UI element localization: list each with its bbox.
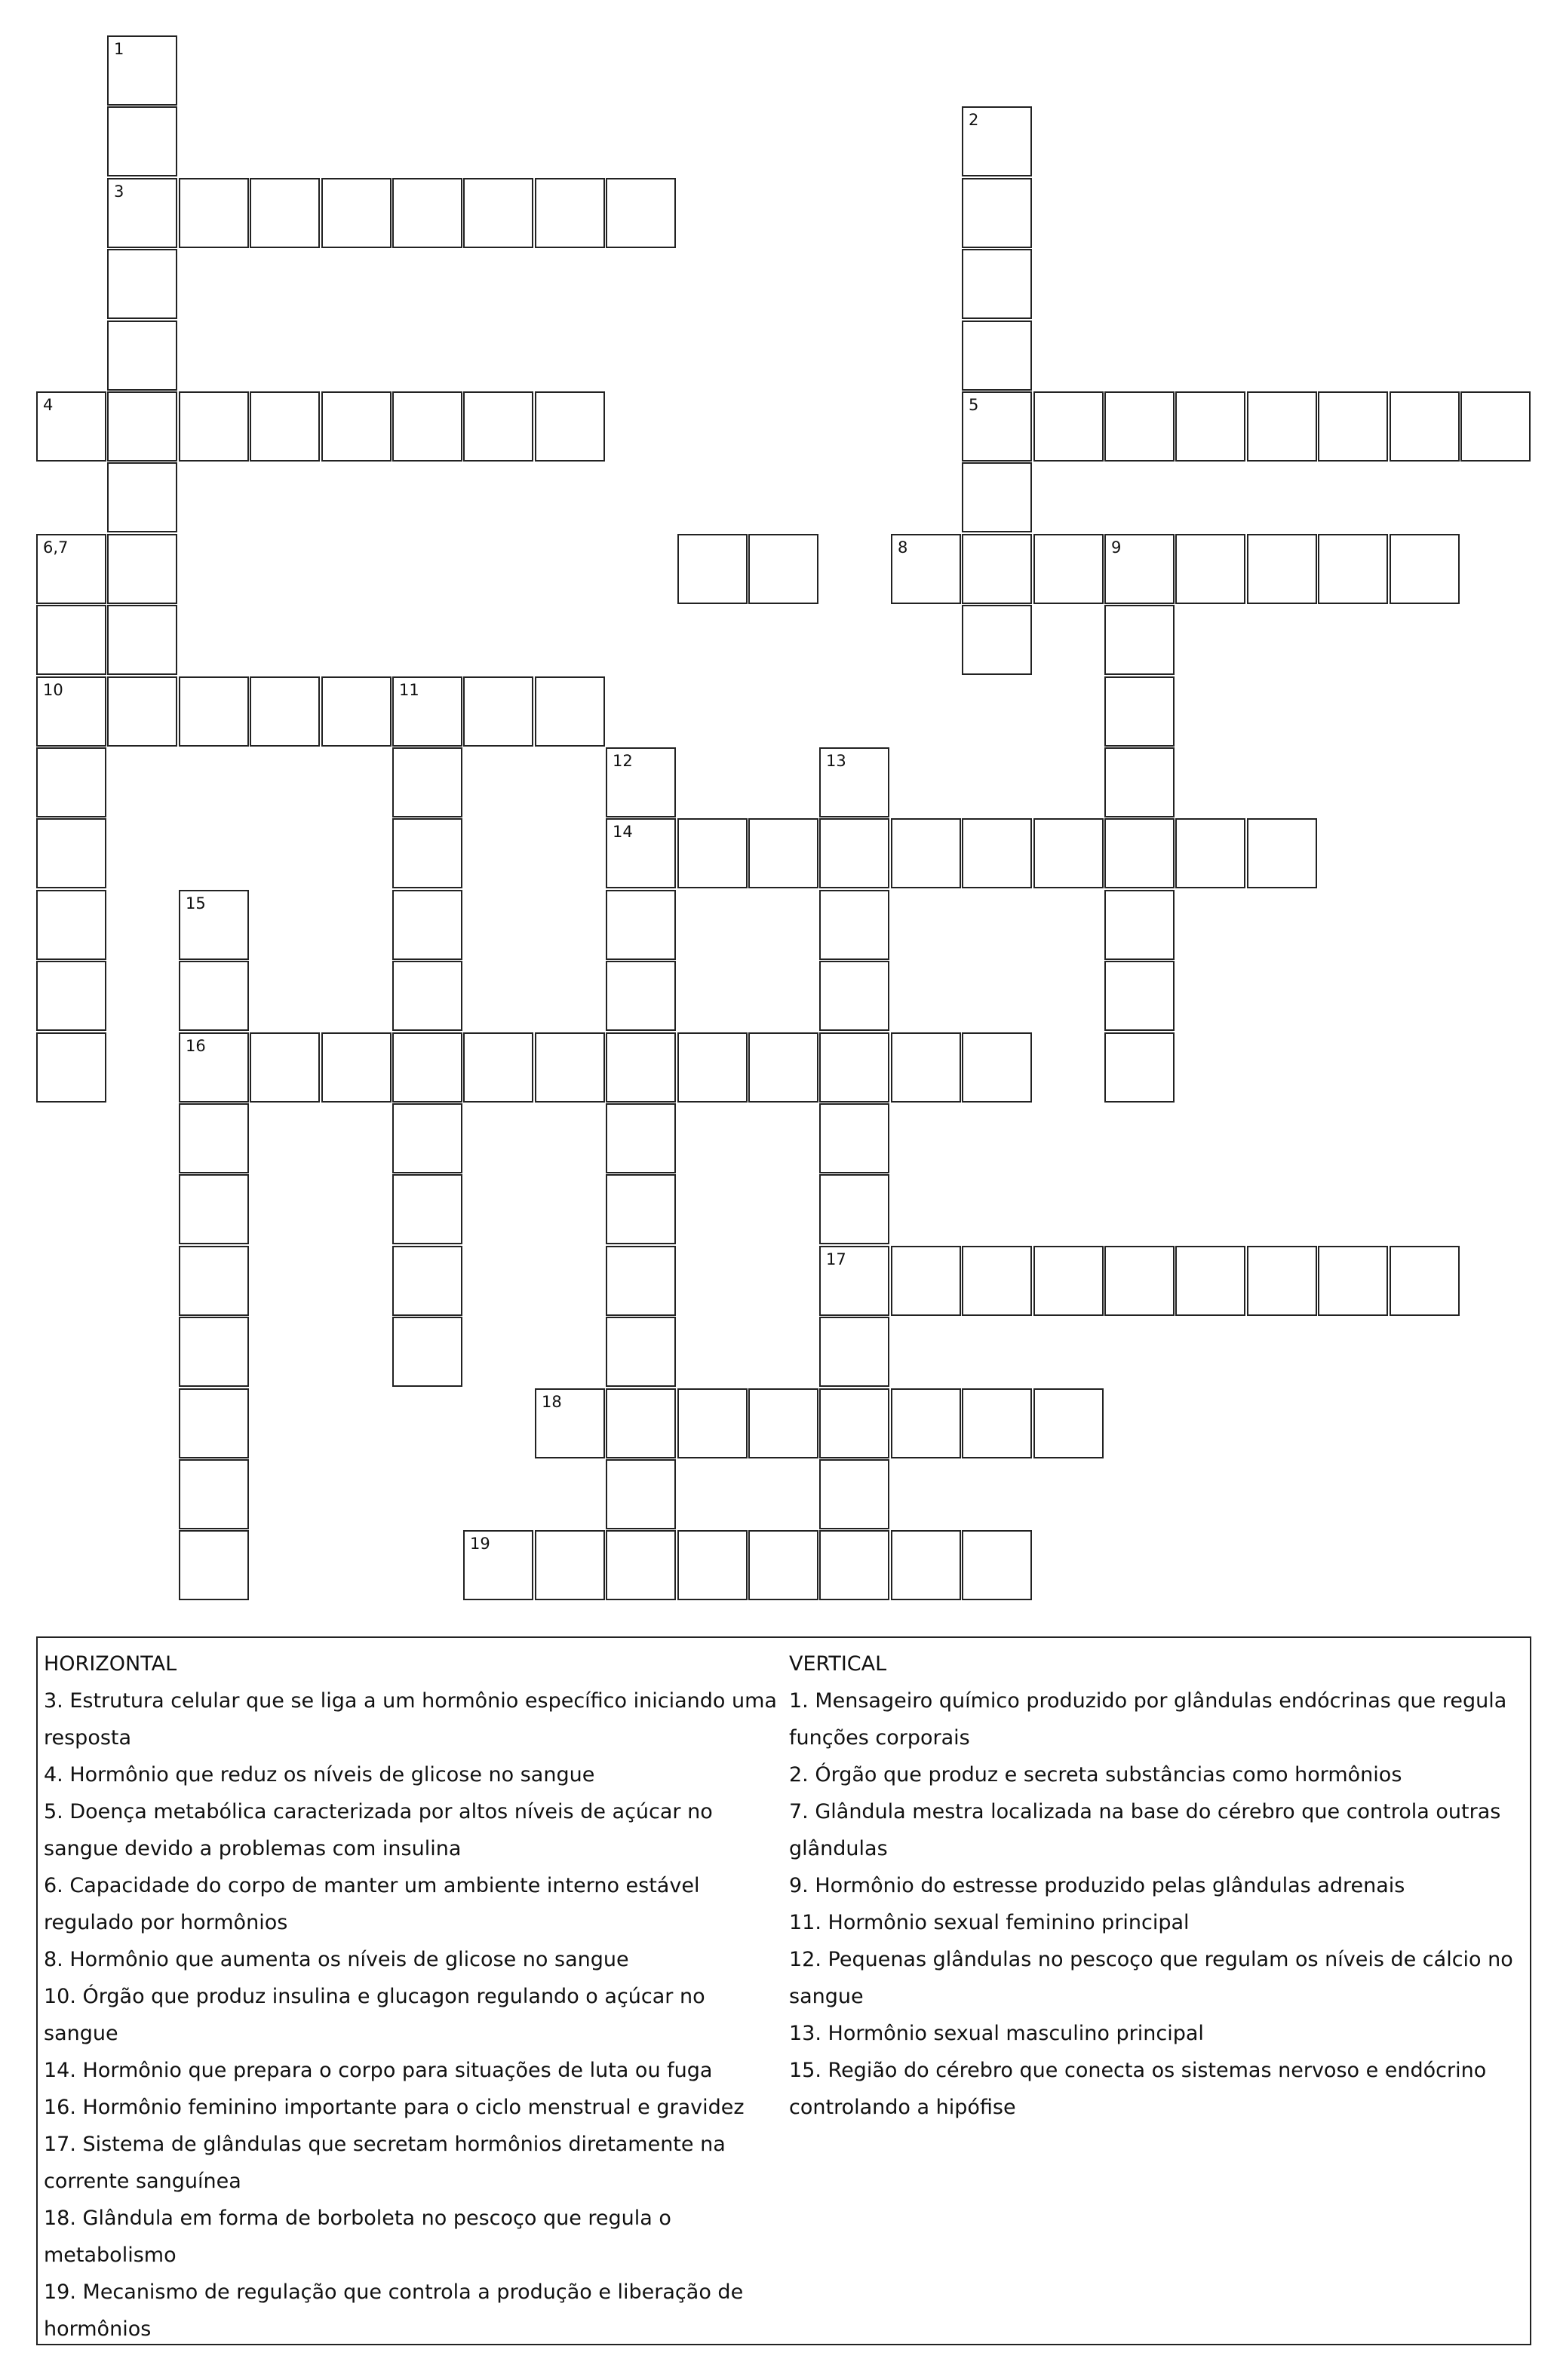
grid-cell[interactable] (1104, 818, 1175, 888)
grid-cell[interactable] (1318, 391, 1388, 462)
grid-cell[interactable] (1247, 391, 1317, 462)
grid-cell[interactable] (606, 818, 676, 888)
grid-cell[interactable] (36, 605, 106, 675)
grid-cell[interactable] (179, 676, 249, 747)
grid-cell[interactable] (1033, 1388, 1104, 1458)
grid-cell[interactable] (1247, 534, 1317, 604)
grid-cell[interactable] (250, 676, 320, 747)
grid-cell[interactable] (321, 391, 392, 462)
grid-cell[interactable] (1175, 818, 1245, 888)
clue-number: 13 (826, 752, 846, 770)
grid-cell[interactable] (606, 1174, 676, 1244)
clue-h-5: 5. Doença metabólica caracterizada por altos níveis de açúcar no sangue devido a problemas com insulina (44, 1800, 713, 1860)
grid-cell[interactable] (962, 1530, 1032, 1600)
grid-cell[interactable] (1104, 534, 1175, 604)
vertical-clues (789, 1645, 1525, 2126)
grid-cell[interactable] (1033, 391, 1104, 462)
grid-cell[interactable] (392, 1246, 462, 1316)
grid-cell[interactable] (819, 818, 889, 888)
grid-cell[interactable] (107, 321, 177, 391)
clue-v-12: 12. Pequenas glândulas no pescoço que regulam os níveis de cálcio no sangue (789, 1948, 1513, 2008)
grid-cell[interactable] (1104, 890, 1175, 960)
grid-cell[interactable] (36, 747, 106, 817)
grid-cell[interactable] (1318, 1246, 1388, 1316)
grid-cell[interactable] (606, 1459, 676, 1529)
clue-number: 1 (114, 40, 124, 58)
grid-cell[interactable] (535, 391, 605, 462)
clue-number: 4 (43, 396, 54, 414)
grid-cell[interactable] (1104, 605, 1175, 675)
grid-cell[interactable] (1175, 534, 1245, 604)
grid-cell[interactable] (891, 1388, 961, 1458)
horizontal-clues (44, 1645, 779, 2348)
grid-cell[interactable] (392, 961, 462, 1031)
grid-cell[interactable] (392, 1032, 462, 1103)
clue-number: 5 (969, 396, 979, 414)
grid-cell[interactable] (962, 1032, 1032, 1103)
grid-cell[interactable] (392, 818, 462, 888)
grid-cell[interactable] (891, 1032, 961, 1103)
grid-cell[interactable] (1104, 1246, 1175, 1316)
grid-cell[interactable] (36, 534, 106, 604)
grid-cell[interactable] (1033, 1246, 1104, 1316)
grid-cell[interactable] (748, 1032, 818, 1103)
clue-v-11: 11. Hormônio sexual feminino principal (789, 1911, 1190, 1934)
grid-cell[interactable] (1175, 391, 1245, 462)
grid-cell[interactable] (606, 1388, 676, 1458)
grid-cell[interactable] (1104, 1032, 1175, 1103)
grid-cell[interactable] (748, 534, 818, 604)
grid-cell[interactable] (1104, 676, 1175, 747)
grid-cell[interactable] (962, 249, 1032, 319)
grid-cell[interactable] (1033, 818, 1104, 888)
grid-cell[interactable] (606, 961, 676, 1031)
grid-cell[interactable] (535, 1530, 605, 1600)
grid-cell[interactable] (36, 391, 106, 462)
grid-cell[interactable] (748, 818, 818, 888)
grid-cell[interactable] (819, 890, 889, 960)
grid-cell[interactable] (606, 178, 676, 248)
vertical-heading: VERTICAL (789, 1652, 887, 1676)
grid-cell[interactable] (392, 178, 462, 248)
grid-cell[interactable] (250, 178, 320, 248)
clue-h-10: 10. Órgão que produz insulina e glucagon regulando o açúcar no sangue (44, 1985, 705, 2045)
grid-cell[interactable] (606, 890, 676, 960)
clues-box (36, 1636, 1531, 2345)
grid-cell[interactable] (606, 1103, 676, 1173)
grid-cell[interactable] (463, 676, 533, 747)
clue-number: 15 (186, 894, 206, 912)
grid-cell[interactable] (819, 1317, 889, 1387)
grid-cell[interactable] (1104, 391, 1175, 462)
grid-cell[interactable] (962, 321, 1032, 391)
grid-cell[interactable] (107, 462, 177, 532)
clue-v-1: 1. Mensageiro químico produzido por glândulas endócrinas que regula funções corporais (789, 1689, 1507, 1750)
grid-cell[interactable] (179, 1388, 249, 1458)
grid-cell[interactable] (392, 391, 462, 462)
grid-cell[interactable] (392, 747, 462, 817)
grid-cell[interactable] (250, 391, 320, 462)
grid-cell[interactable] (107, 249, 177, 319)
clue-v-13: 13. Hormônio sexual masculino principal (789, 2022, 1204, 2045)
grid-cell[interactable] (677, 1388, 748, 1458)
grid-cell[interactable] (1460, 391, 1531, 462)
grid-cell[interactable] (962, 605, 1032, 675)
grid-cell[interactable] (962, 462, 1032, 532)
grid-cell[interactable] (535, 676, 605, 747)
grid-cell[interactable] (179, 1246, 249, 1316)
grid-cell[interactable] (1175, 1246, 1245, 1316)
grid-cell[interactable] (891, 1530, 961, 1600)
clue-h-16: 16. Hormônio feminino importante para o ciclo menstrual e gravidez (44, 2096, 745, 2119)
clue-number: 8 (898, 538, 908, 557)
grid-cell[interactable] (891, 818, 961, 888)
grid-cell[interactable] (36, 818, 106, 888)
grid-cell[interactable] (962, 106, 1032, 176)
grid-cell[interactable] (179, 1317, 249, 1387)
horizontal-heading: HORIZONTAL (44, 1652, 177, 1676)
clue-number: 16 (186, 1037, 206, 1055)
grid-cell[interactable] (819, 1032, 889, 1103)
clue-number: 14 (613, 823, 633, 841)
clue-number: 9 (1111, 538, 1122, 557)
grid-cell[interactable] (392, 890, 462, 960)
grid-cell[interactable] (107, 178, 177, 248)
grid-cell[interactable] (36, 676, 106, 747)
grid-cell[interactable] (463, 1530, 533, 1600)
clue-h-17: 17. Sistema de glândulas que secretam hormônios diretamente na corrente sanguínea (44, 2133, 726, 2193)
grid-cell[interactable] (321, 676, 392, 747)
grid-cell[interactable] (606, 1530, 676, 1600)
grid-cell[interactable] (962, 1388, 1032, 1458)
clue-v-7: 7. Glândula mestra localizada na base do cérebro que controla outras glândulas (789, 1800, 1501, 1860)
grid-cell[interactable] (179, 1103, 249, 1173)
grid-cell[interactable] (962, 391, 1032, 462)
grid-cell[interactable] (677, 534, 748, 604)
grid-cell[interactable] (179, 1459, 249, 1529)
grid-cell[interactable] (819, 1388, 889, 1458)
clue-h-18: 18. Glândula em forma de borboleta no pescoço que regula o metabolismo (44, 2207, 671, 2267)
grid-cell[interactable] (107, 676, 177, 747)
clue-number: 18 (542, 1393, 562, 1411)
clue-h-14: 14. Hormônio que prepara o corpo para situações de luta ou fuga (44, 2059, 713, 2082)
grid-cell[interactable] (535, 1388, 605, 1458)
grid-cell[interactable] (179, 1032, 249, 1103)
grid-cell[interactable] (819, 1174, 889, 1244)
grid-cell[interactable] (463, 178, 533, 248)
grid-cell[interactable] (392, 1103, 462, 1173)
grid-cell[interactable] (962, 534, 1032, 604)
grid-cell[interactable] (535, 1032, 605, 1103)
grid-cell[interactable] (535, 178, 605, 248)
clue-h-4: 4. Hormônio que reduz os níveis de glicose no sangue (44, 1763, 595, 1787)
clue-v-2: 2. Órgão que produz e secreta substâncias como hormônios (789, 1763, 1402, 1787)
grid-cell[interactable] (392, 1174, 462, 1244)
grid-cell[interactable] (1247, 1246, 1317, 1316)
clue-number: 12 (613, 752, 633, 770)
grid-cell[interactable] (1390, 1246, 1460, 1316)
grid-cell[interactable] (321, 178, 392, 248)
grid-cell[interactable] (962, 178, 1032, 248)
grid-cell[interactable] (606, 1317, 676, 1387)
grid-cell[interactable] (962, 818, 1032, 888)
grid-cell[interactable] (36, 890, 106, 960)
clue-number: 11 (399, 681, 419, 699)
clue-number: 19 (470, 1535, 490, 1553)
clue-h-19: 19. Mecanismo de regulação que controla a produção e liberação de hormônios (44, 2280, 744, 2341)
grid-cell[interactable] (962, 1246, 1032, 1316)
grid-cell[interactable] (819, 1246, 889, 1316)
grid-cell[interactable] (179, 890, 249, 960)
grid-cell[interactable] (36, 1032, 106, 1103)
clue-v-9: 9. Hormônio do estresse produzido pelas glândulas adrenais (789, 1874, 1405, 1897)
grid-cell[interactable] (463, 1032, 533, 1103)
grid-cell[interactable] (606, 1032, 676, 1103)
grid-cell[interactable] (891, 1246, 961, 1316)
grid-cell[interactable] (606, 747, 676, 817)
grid-cell[interactable] (819, 1530, 889, 1600)
grid-cell[interactable] (179, 178, 249, 248)
grid-cell[interactable] (179, 391, 249, 462)
grid-cell[interactable] (1390, 391, 1460, 462)
clue-h-8: 8. Hormônio que aumenta os níveis de glicose no sangue (44, 1948, 629, 1971)
grid-cell[interactable] (819, 961, 889, 1031)
grid-cell[interactable] (819, 1103, 889, 1173)
grid-cell[interactable] (179, 961, 249, 1031)
grid-cell[interactable] (677, 1032, 748, 1103)
grid-cell[interactable] (179, 1174, 249, 1244)
clue-v-15: 15. Região do cérebro que conecta os sistemas nervoso e endócrino controlando a hipófise (789, 2059, 1487, 2119)
grid-cell[interactable] (1247, 818, 1317, 888)
grid-cell[interactable] (677, 818, 748, 888)
grid-cell[interactable] (36, 961, 106, 1031)
grid-cell[interactable] (819, 747, 889, 817)
grid-cell[interactable] (179, 1530, 249, 1600)
grid-cell[interactable] (819, 1459, 889, 1529)
grid-cell[interactable] (1033, 534, 1104, 604)
grid-cell[interactable] (107, 391, 177, 462)
grid-cell[interactable] (677, 1530, 748, 1600)
grid-cell[interactable] (606, 1246, 676, 1316)
grid-cell[interactable] (891, 534, 961, 604)
grid-cell[interactable] (1318, 534, 1388, 604)
grid-cell[interactable] (748, 1388, 818, 1458)
clue-number: 10 (43, 681, 63, 699)
grid-cell[interactable] (321, 1032, 392, 1103)
grid-cell[interactable] (107, 605, 177, 675)
clue-number: 17 (826, 1250, 846, 1268)
clue-number: 2 (969, 111, 979, 129)
clue-h-6: 6. Capacidade do corpo de manter um ambiente interno estável regulado por hormônios (44, 1874, 700, 1934)
grid-cell[interactable] (1104, 961, 1175, 1031)
clue-number: 6,7 (43, 538, 69, 557)
clue-h-3: 3. Estrutura celular que se liga a um hormônio específico iniciando uma resposta (44, 1689, 777, 1750)
grid-cell[interactable] (463, 391, 533, 462)
grid-cell[interactable] (107, 534, 177, 604)
clue-number: 3 (114, 182, 124, 201)
grid-cell[interactable] (748, 1530, 818, 1600)
grid-cell[interactable] (250, 1032, 320, 1103)
grid-cell[interactable] (392, 1317, 462, 1387)
grid-cell[interactable] (392, 676, 462, 747)
grid-cell[interactable] (1390, 534, 1460, 604)
grid-cell[interactable] (107, 35, 177, 106)
grid-cell[interactable] (107, 106, 177, 176)
grid-cell[interactable] (1104, 747, 1175, 817)
